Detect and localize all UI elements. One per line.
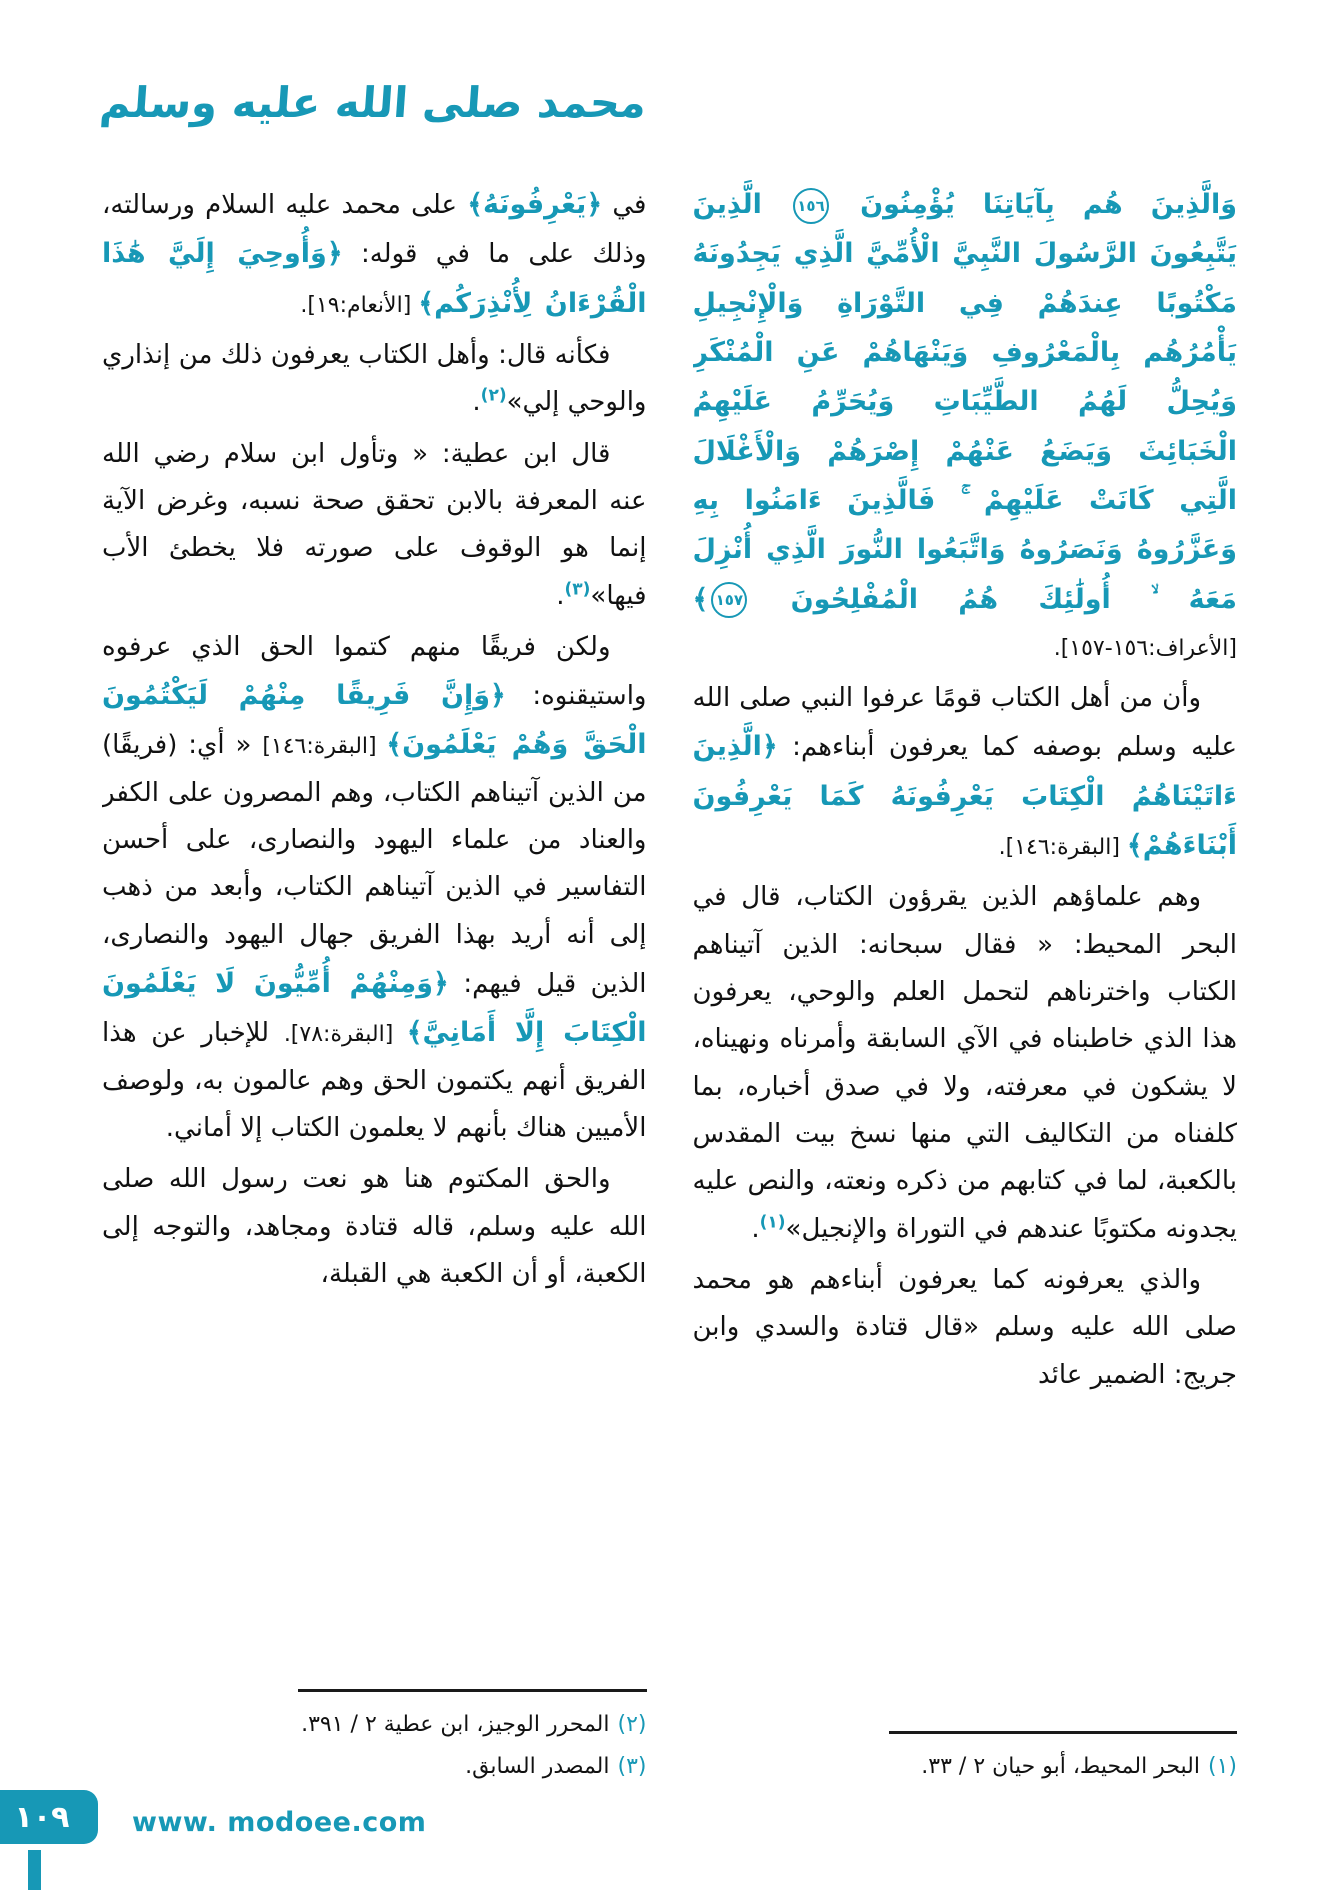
website-link[interactable]: www. modoee.com: [132, 1807, 427, 1838]
footnote-marker: (١): [759, 1211, 786, 1232]
verse-reference: [البقرة:١٤٦].: [998, 835, 1127, 861]
footnotes: [102, 1675, 647, 1788]
footnote-list: [102, 1704, 647, 1788]
body-text: على محمد عليه السلام ورسالته، وذلك على ما في قوله:: [102, 190, 647, 270]
page-number-badge: [0, 1790, 98, 1844]
paragraph: [102, 624, 647, 1152]
body-text: .: [556, 580, 565, 611]
ayah-number: ١٥٦: [793, 188, 829, 224]
footnote-separator: [889, 1731, 1237, 1734]
header-calligraphy: محمد صلى الله عليه وسلم: [98, 78, 648, 127]
quran-verse: الَّذِينَ يَتَّبِعُونَ الرَّسُولَ النَّبِيَّ الْأُمِّيَّ الَّذِي يَجِدُونَهُ مَكْتُوبًا عِندَهُمْ فِي التَّوْرَاةِ وَالْإِنْجِيلِ يَأْمُرُهُم بِالْمَعْرُوفِ وَيَنْهَاهُمْ عَنِ الْمُنْكَرِ وَيُحِلُّ لَهُمُ الطَّيِّبَاتِ وَيُحَرِّمُ عَلَيْهِمُ الْخَبَائِثَ وَيَضَعُ عَنْهُمْ إِصْرَهُمْ وَالْأَغْلَالَ الَّتِي كَانَتْ عَلَيْهِمْ ۚ فَالَّذِينَ ءَامَنُوا بِهِ وَعَزَّرُوهُ وَنَصَرُوهُ وَاتَّبَعُوا النُّورَ الَّذِي أُنْزِلَ مَعَهُ ۙ أُولَٰئِكَ هُمُ الْمُفْلِحُونَ: [692, 189, 1237, 615]
quran-verse: ﴾: [692, 583, 709, 615]
paragraph: [693, 675, 1238, 870]
body-text: في: [602, 190, 647, 220]
verse-reference: [الأنعام:١٩].: [300, 292, 419, 318]
column-left: [102, 180, 647, 1788]
footnote-marker: (٣): [564, 578, 591, 599]
footnote-list: [693, 1746, 1238, 1788]
quran-verse: ﴿وَإِنَّ فَرِيقًا مِنْهُمْ لَيَكْتُمُونَ الْحَقَّ وَهُمْ يَعْلَمُونَ﴾: [102, 680, 647, 761]
paragraph: [102, 431, 647, 620]
footnote: [102, 1704, 647, 1746]
body-text: والحق المكتوم هنا هو نعت رسول الله صلى الله عليه وسلم، قاله قتادة ومجاهد، والتوجه إلى الكعبة، أو أن الكعبة هي القبلة،: [102, 1164, 647, 1289]
body-text: .: [751, 1213, 760, 1244]
footnotes: [693, 1717, 1238, 1788]
quran-verse: ﴿الَّذِينَ ءَاتَيْنَاهُمُ الْكِتَابَ يَعْرِفُونَهُ كَمَا يَعْرِفُونَ أَبْنَاءَهُمْ﴾: [692, 731, 1237, 862]
footnote-number: (٣): [617, 1754, 647, 1780]
ayah-number: ١٥٧: [711, 582, 747, 618]
footnote-separator: [298, 1689, 646, 1692]
column-paragraphs: [693, 180, 1238, 1403]
corner-accent-bar: [28, 1850, 41, 1890]
body-text: ولكن فريقًا منهم كتموا الحق الذي عرفوه واستيقنوه:: [102, 631, 647, 712]
paragraph: [693, 874, 1238, 1253]
quran-verse: ﴿وَأُوحِيَ إِلَيَّ هَٰذَا الْقُرْءَانُ لِأُنْذِرَكُم﴾: [102, 238, 647, 319]
paragraph: [102, 180, 647, 328]
paragraph: [102, 1156, 647, 1298]
body-text: وهم علماؤهم الذين يقرؤون الكتاب، قال في البحر المحيط: « فقال سبحانه: الذين آتيناهم الكتاب واخترناهم لتحمل العلم والوحي، يعرفون هذا الذي خاطبناه في الآي السابقة وأمرناه ونهيناه، لا يشكون في معرفته، ولا في صدق أخباره، بما كلفناه من التكاليف التي منها نسخ بيت المقدس بالكعبة، لما في كتابهم من ذكره ونعته، والنص عليه يجدونه مكتوبًا عندهم في التوراة والإنجيل»: [692, 882, 1237, 1244]
quran-verse: وَالَّذِينَ هُم بِآيَاتِنَا يُؤْمِنُونَ: [832, 189, 1237, 220]
column-right: [693, 180, 1238, 1788]
verse-reference: [الأعراف:١٥٦-١٥٧].: [1053, 635, 1237, 661]
footnote: [693, 1746, 1238, 1788]
body-text: قال ابن عطية: « وتأول ابن سلام رضي الله عنه المعرفة بالابن تحقق صحة نسبه، وغرض الآية إنما هو الوقوف على صورته فلا يخطئ الأب فيها»: [102, 438, 647, 611]
footnote-text: المحرر الوجيز، ابن عطية ٢ / ٣٩١.: [301, 1712, 610, 1738]
verse-reference: [البقرة:١٤٦]: [262, 734, 387, 760]
body-text: « أي: (فريقًا) من الذين آتيناهم الكتاب، وهم المصرون على الكفر والعناد من علماء اليهود والنصارى، على أحسن التفاسير في الذين آتيناهم الكتاب، وأبعد من ذهب إلى أنه أريد بهذا الفريق جهال اليهود والنصارى، الذين قيل فيهم:: [102, 730, 647, 999]
column-paragraphs: [102, 180, 647, 1302]
page-number: ١٠٩: [14, 1799, 70, 1835]
footnote-text: البحر المحيط، أبو حيان ٢ / ٣٣.: [921, 1754, 1200, 1780]
body-text: فكأنه قال: وأهل الكتاب يعرفون ذلك من إنذاري والوحي إلي»: [102, 339, 647, 418]
footnote-marker: (٢): [480, 385, 507, 406]
verse-reference: [البقرة:٧٨].: [283, 1022, 407, 1048]
text-columns: [102, 180, 1237, 1788]
body-text: والذي يعرفونه كما يعرفون أبناءهم هو محمد صلى الله عليه وسلم «قال قتادة والسدي وابن جريج: الضمير عائد: [692, 1264, 1237, 1390]
body-text: .: [472, 387, 481, 418]
paragraph: [102, 332, 647, 427]
paragraph: [693, 1257, 1238, 1399]
body-text: للإخبار عن هذا الفريق أنهم يكتمون الحق وهم عالمون به، ولوصف الأميين هناك بأنهم لا يعلمون الكتاب إلا أماني.: [102, 1018, 647, 1143]
footnote-number: (٢): [617, 1712, 647, 1738]
footnote: [102, 1746, 647, 1788]
body-text: وأن من أهل الكتاب قومًا عرفوا النبي صلى الله عليه وسلم بوصفه كما يعرفون أبناءهم:: [692, 683, 1237, 763]
paragraph: [693, 180, 1238, 671]
quran-verse: ﴿يَعْرِفُونَهُ﴾: [467, 189, 603, 220]
quran-verse: ﴿وَمِنْهُمْ أُمِّيُّونَ لَا يَعْلَمُونَ الْكِتَابَ إِلَّا أَمَانِيَّ﴾: [102, 968, 647, 1049]
footnote-text: المصدر السابق.: [465, 1754, 610, 1780]
footnote-number: (١): [1207, 1754, 1237, 1780]
